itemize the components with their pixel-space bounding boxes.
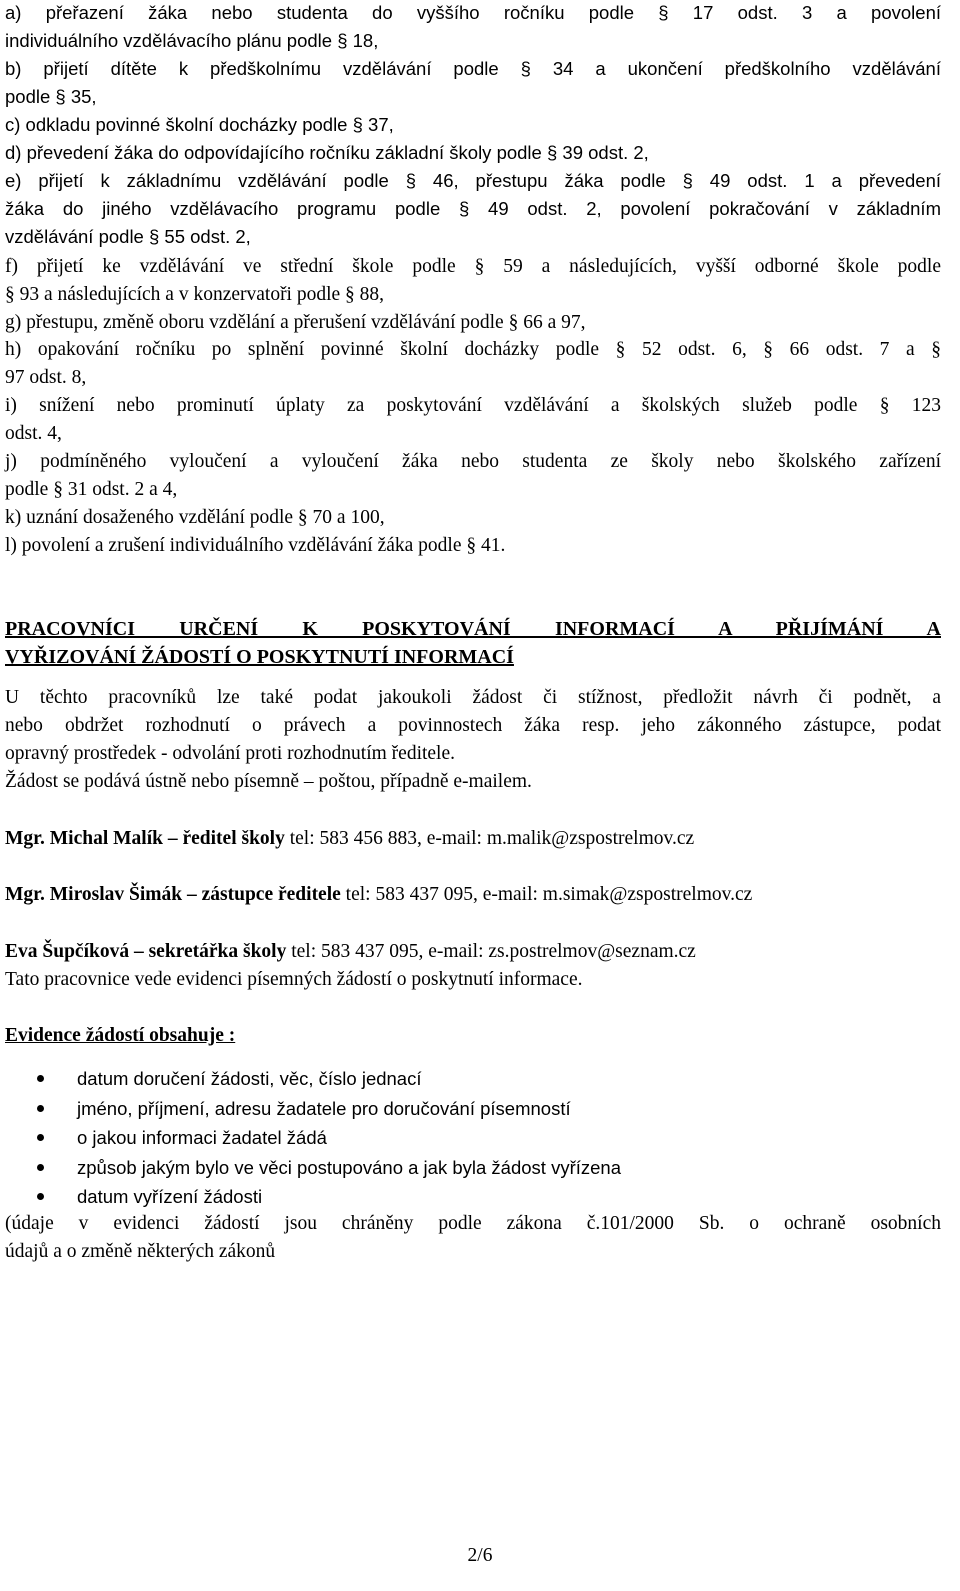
- evidence-item-text: o jakou informaci žadatel žádá: [77, 1127, 327, 1148]
- evidence-note-line2: údajů a o změně některých zákonů: [5, 1241, 276, 1262]
- evidence-item-text: datum doručení žádosti, věc, číslo jednací: [77, 1068, 422, 1089]
- contact-director-details: tel: 583 456 883, e-mail: m.malik@zspostrelmov.cz: [284, 828, 695, 849]
- evidence-heading: Evidence žádostí obsahuje :: [5, 1025, 236, 1046]
- list-item-e-line2: žáka do jiného vzdělávacího programu podle § 49 odst. 2, povolení pokračování v základním: [5, 198, 941, 219]
- contact-note: Tato pracovnice vede evidenci písemných žádostí o poskytnutí informace.: [5, 969, 583, 990]
- contact-director-name: Mgr. Michal Malík – ředitel školy: [5, 828, 285, 849]
- bullet-icon: [37, 1075, 44, 1082]
- bullet-icon: [37, 1164, 44, 1171]
- list-item-d: d) převedení žáka do odpovídajícího ročníku základní školy podle § 39 odst. 2,: [5, 142, 649, 163]
- contact-deputy: [5, 880, 941, 909]
- contact-deputy-name: Mgr. Miroslav Šimák – zástupce ředitele: [5, 884, 341, 905]
- section-paragraph-line3: opravný prostředek - odvolání proti rozhodnutím ředitele.: [5, 743, 456, 764]
- list-item-a-line2: individuálního vzdělávacího plánu podle § 18,: [5, 30, 379, 51]
- list-item-g: g) přestupu, změně oboru vzdělání a přerušení vzdělávání podle § 66 a 97,: [5, 312, 586, 333]
- evidence-item-text: způsob jakým bylo ve věci postupováno a jak byla žádost vyřízena: [77, 1157, 621, 1178]
- section-paragraph-line1: U těchto pracovníků lze také podat jakoukoli žádost či stížnost, předložit návrh či podnět, a: [5, 687, 941, 708]
- list-item-i-line2: odst. 4,: [5, 423, 62, 444]
- list-item-a-line1: a) přeřazení žáka nebo studenta do vyššího ročníku podle § 17 odst. 3 a povolení: [5, 2, 941, 23]
- evidence-item-text: datum vyřízení žádosti: [77, 1186, 263, 1207]
- list-item-i-line1: i) snížení nebo prominutí úplaty za poskytování vzdělávání a školských služeb podle § 123: [5, 395, 941, 416]
- section-heading-line1: PRACOVNÍCI URČENÍ K POSKYTOVÁNÍ INFORMACÍ A PŘIJÍMÁNÍ A: [5, 618, 941, 640]
- list-item-f-line1: f) přijetí ke vzdělávání ve střední škole podle § 59 a následujících, vyšší odborné škole podle: [5, 256, 941, 277]
- section-heading-line2: VYŘIZOVÁNÍ ŽÁDOSTÍ O POSKYTNUTÍ INFORMACÍ: [5, 646, 514, 668]
- list-item-h-line2: 97 odst. 8,: [5, 367, 87, 388]
- contact-secretary-details: tel: 583 437 095, e-mail: zs.postrelmov@seznam.cz: [286, 941, 696, 962]
- list-item-c: c) odkladu povinné školní docházky podle § 37,: [5, 114, 394, 135]
- contact-secretary-name: Eva Šupčíková – sekretářka školy: [5, 941, 287, 962]
- section-paragraph-line4: Žádost se podává ústně nebo písemně – poštou, případně e-mailem.: [5, 771, 532, 792]
- bullet-icon: [37, 1134, 44, 1141]
- list-item-j-line1: j) podmíněného vyloučení a vyloučení žáka nebo studenta ze školy nebo školského zařízení: [5, 451, 941, 472]
- evidence-item-text: jméno, příjmení, adresu žadatele pro doručování písemností: [77, 1098, 571, 1119]
- list-item-e-line3: vzdělávání podle § 55 odst. 2,: [5, 226, 251, 247]
- list-item-e-line1: e) přijetí k základnímu vzdělávání podle § 46, přestupu žáka podle § 49 odst. 1 a převedení: [5, 170, 941, 191]
- evidence-note-line1: (údaje v evidenci žádostí jsou chráněny podle zákona č.101/2000 Sb. o ochraně osobních: [5, 1213, 941, 1234]
- bullet-icon: [37, 1193, 44, 1200]
- list-item-b-line1: b) přijetí dítěte k předškolnímu vzdělávání podle § 34 a ukončení předškolního vzdělávání: [5, 58, 941, 79]
- list-item-h-line1: h) opakování ročníku po splnění povinné školní docházky podle § 52 odst. 6, § 66 odst. 7 a §: [5, 339, 941, 360]
- contact-director: [5, 824, 941, 853]
- section-paragraph-line2: nebo obdržet rozhodnutí o právech a povinnostech žáka resp. jeho zákonného zástupce, podat: [5, 715, 941, 736]
- list-item-f-line2: § 93 a následujících a v konzervatoři podle § 88,: [5, 284, 385, 305]
- contact-deputy-details: tel: 583 437 095, e-mail: m.simak@zspostrelmov.cz: [340, 884, 753, 905]
- bullet-icon: [37, 1105, 44, 1112]
- list-item-j-line2: podle § 31 odst. 2 a 4,: [5, 479, 178, 500]
- list-item-l: l) povolení a zrušení individuálního vzdělávání žáka podle § 41.: [5, 535, 506, 556]
- page-number: 2/6: [467, 1545, 493, 1566]
- contact-secretary: [5, 937, 941, 966]
- list-item-k: k) uznání dosaženého vzdělání podle § 70 a 100,: [5, 507, 385, 528]
- list-item-b-line2: podle § 35,: [5, 86, 97, 107]
